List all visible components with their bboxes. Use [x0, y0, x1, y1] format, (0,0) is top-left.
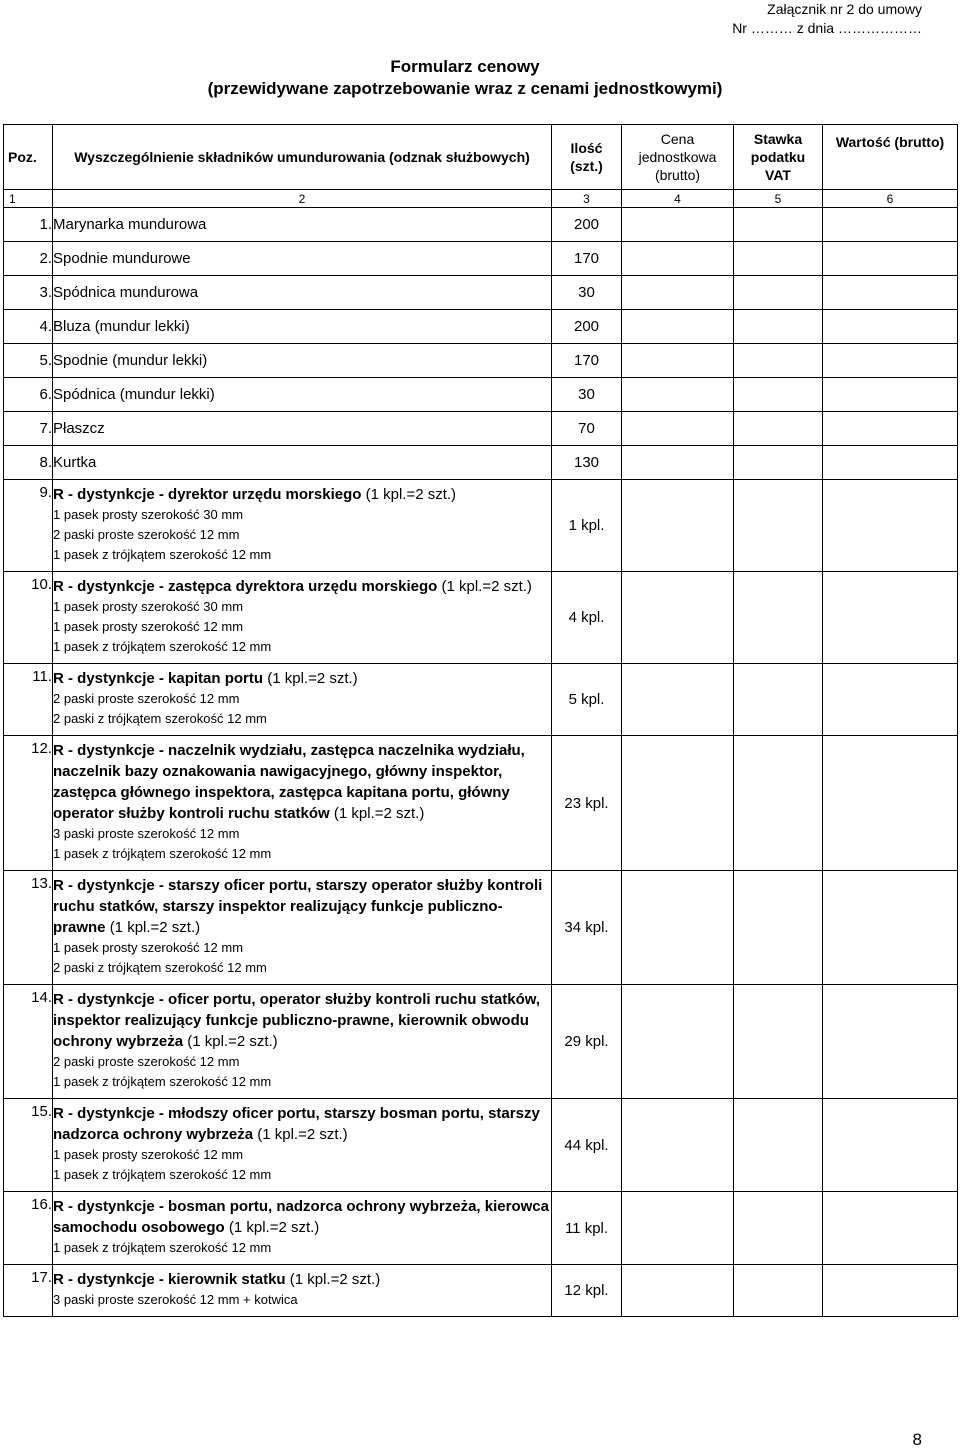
item-gross-value [823, 572, 958, 664]
col-header-vat-rate [734, 125, 823, 190]
col-header-vat-rate-l1: Stawka [753, 131, 803, 147]
item-component-line: 1 pasek prosty szerokość 30 mm [53, 507, 244, 522]
item-vat-rate [734, 378, 823, 412]
item-quantity: 4 kpl. [552, 572, 622, 664]
item-title-text: R - dystynkcje - kierownik statku [53, 1271, 286, 1288]
item-set-definition: (1 kpl.=2 szt.) [228, 1219, 320, 1236]
price-table [3, 124, 958, 1317]
col-header-unit-price-l2: jednostkowa [638, 149, 717, 165]
item-gross-value [823, 871, 958, 985]
item-component-line: 2 paski proste szerokość 12 mm [53, 1054, 240, 1069]
item-title [53, 740, 551, 824]
item-description [53, 480, 552, 572]
item-vat-rate [734, 412, 823, 446]
item-quantity: 200 [552, 310, 622, 344]
col-number: 4 [622, 190, 734, 208]
table-row [4, 1192, 958, 1265]
col-header-unit-price [622, 125, 734, 190]
item-gross-value [823, 985, 958, 1099]
item-unit-price [622, 446, 734, 480]
item-title-text: R - dystynkcje - starszy oficer portu, starszy operator służby kontroli ruchu statków, starszy inspektor realizujący funkcje publiczno-prawne [53, 877, 543, 936]
item-vat-rate [734, 1265, 823, 1317]
table-row [4, 1265, 958, 1317]
item-number: 7. [4, 412, 53, 446]
item-name: Kurtka [53, 446, 552, 480]
item-quantity: 34 kpl. [552, 871, 622, 985]
item-component-line: 1 pasek prosty szerokość 12 mm [53, 940, 244, 955]
item-number: 15. [4, 1099, 53, 1192]
item-quantity: 70 [552, 412, 622, 446]
item-unit-price [622, 1099, 734, 1192]
item-set-definition: (1 kpl.=2 szt.) [365, 486, 457, 503]
attachment-number: Załącznik nr 2 do umowy [767, 1, 922, 17]
item-name: Spodnie (mundur lekki) [53, 344, 552, 378]
item-unit-price [622, 242, 734, 276]
item-unit-price [622, 378, 734, 412]
table-row [4, 664, 958, 736]
item-quantity: 200 [552, 208, 622, 242]
item-component-line: 2 paski proste szerokość 12 mm [53, 527, 240, 542]
table-row [4, 378, 958, 412]
item-unit-price [622, 985, 734, 1099]
item-component-line: 2 paski proste szerokość 12 mm [53, 691, 240, 706]
item-description [53, 1265, 552, 1317]
item-unit-price [622, 276, 734, 310]
item-gross-value [823, 242, 958, 276]
item-quantity: 30 [552, 378, 622, 412]
item-vat-rate [734, 310, 823, 344]
table-row [4, 208, 958, 242]
item-title-text: R - dystynkcje - oficer portu, operator służby kontroli ruchu statków, inspektor realizujący funkcje publiczno-prawne, kierownik obwodu ochrony wybrzeża [53, 991, 541, 1050]
item-gross-value [823, 446, 958, 480]
item-component-line: 1 pasek z trójkątem szerokość 12 mm [53, 1074, 272, 1089]
item-unit-price [622, 664, 734, 736]
item-gross-value [823, 208, 958, 242]
table-row [4, 310, 958, 344]
col-header-unit-price-l3: (brutto) [654, 167, 701, 183]
item-quantity: 170 [552, 344, 622, 378]
item-title [53, 1269, 551, 1290]
item-unit-price [622, 1192, 734, 1265]
col-header-quantity-l2: (szt.) [570, 158, 603, 174]
item-gross-value [823, 412, 958, 446]
item-number: 12. [4, 736, 53, 871]
page-number: 8 [912, 1430, 922, 1449]
item-number: 6. [4, 378, 53, 412]
item-quantity: 12 kpl. [552, 1265, 622, 1317]
item-title-text: R - dystynkcje - kapitan portu [53, 670, 264, 687]
table-row [4, 736, 958, 871]
item-vat-rate [734, 985, 823, 1099]
item-title-text: R - dystynkcje - dyrektor urzędu morskiego [53, 486, 362, 503]
item-title [53, 989, 551, 1052]
item-number: 11. [4, 664, 53, 736]
item-number: 2. [4, 242, 53, 276]
item-component-line: 1 pasek z trójkątem szerokość 12 mm [53, 1167, 272, 1182]
item-number: 3. [4, 276, 53, 310]
item-quantity: 11 kpl. [552, 1192, 622, 1265]
item-number: 4. [4, 310, 53, 344]
item-name: Spódnica (mundur lekki) [53, 378, 552, 412]
item-gross-value [823, 310, 958, 344]
item-quantity: 30 [552, 276, 622, 310]
item-component-line: 1 pasek prosty szerokość 30 mm [53, 599, 244, 614]
item-name: Spodnie mundurowe [53, 242, 552, 276]
item-vat-rate [734, 871, 823, 985]
form-title-subtitle: (przewidywane zapotrzebowanie wraz z cenami jednostkowymi) [207, 79, 723, 98]
item-set-definition: (1 kpl.=2 szt.) [289, 1271, 381, 1288]
item-vat-rate [734, 1192, 823, 1265]
item-number: 13. [4, 871, 53, 985]
item-quantity: 23 kpl. [552, 736, 622, 871]
item-gross-value [823, 276, 958, 310]
item-number: 17. [4, 1265, 53, 1317]
item-number: 8. [4, 446, 53, 480]
item-component-line: 1 pasek z trójkątem szerokość 12 mm [53, 547, 272, 562]
col-header-vat-rate-l2: podatku [750, 149, 806, 165]
table-row [4, 446, 958, 480]
item-title [53, 484, 551, 505]
form-title [0, 56, 930, 100]
item-title [53, 576, 551, 597]
item-title-text: R - dystynkcje - naczelnik wydziału, zastępca naczelnika wydziału, naczelnik bazy oznakowania nawigacyjnego, główny inspektor, zastępca głównego inspektora, zastępca kapitana portu, główny operator służby kontroli ruchu statków [53, 742, 525, 822]
item-gross-value [823, 1099, 958, 1192]
col-header-vat-rate-l3: VAT [765, 167, 791, 183]
item-number: 14. [4, 985, 53, 1099]
item-gross-value [823, 480, 958, 572]
item-description [53, 736, 552, 871]
item-unit-price [622, 736, 734, 871]
item-vat-rate [734, 208, 823, 242]
item-quantity: 170 [552, 242, 622, 276]
item-vat-rate [734, 572, 823, 664]
item-unit-price [622, 480, 734, 572]
item-component-line: 3 paski proste szerokość 12 mm [53, 826, 240, 841]
item-set-definition: (1 kpl.=2 szt.) [109, 919, 201, 936]
item-unit-price [622, 572, 734, 664]
item-title [53, 1103, 551, 1145]
col-number: 6 [823, 190, 958, 208]
item-description [53, 1192, 552, 1265]
item-gross-value [823, 344, 958, 378]
table-row [4, 412, 958, 446]
item-name: Spódnica mundurowa [53, 276, 552, 310]
item-component-line: 2 paski z trójkątem szerokość 12 mm [53, 711, 267, 726]
item-component-line: 2 paski z trójkątem szerokość 12 mm [53, 960, 267, 975]
table-row [4, 344, 958, 378]
col-number: 2 [53, 190, 552, 208]
table-row [4, 871, 958, 985]
item-vat-rate [734, 480, 823, 572]
item-component-line: 1 pasek z trójkątem szerokość 12 mm [53, 846, 272, 861]
item-quantity: 5 kpl. [552, 664, 622, 736]
item-description [53, 1099, 552, 1192]
item-set-definition: (1 kpl.=2 szt.) [441, 578, 532, 595]
item-gross-value [823, 1265, 958, 1317]
item-set-definition: (1 kpl.=2 szt.) [267, 670, 358, 687]
item-gross-value [823, 664, 958, 736]
column-number-row [4, 190, 958, 208]
table-row [4, 572, 958, 664]
item-vat-rate [734, 242, 823, 276]
item-title [53, 1196, 551, 1238]
item-number: 1. [4, 208, 53, 242]
col-header-quantity [552, 125, 622, 190]
item-vat-rate [734, 446, 823, 480]
item-unit-price [622, 871, 734, 985]
item-title [53, 668, 551, 689]
col-number: 3 [552, 190, 622, 208]
item-vat-rate [734, 344, 823, 378]
item-quantity: 130 [552, 446, 622, 480]
col-header-unit-price-l1: Cena [660, 131, 695, 147]
item-name: Bluza (mundur lekki) [53, 310, 552, 344]
item-gross-value [823, 378, 958, 412]
item-description [53, 871, 552, 985]
col-number: 1 [4, 190, 53, 208]
table-row [4, 276, 958, 310]
item-number: 9. [4, 480, 53, 572]
item-vat-rate [734, 1099, 823, 1192]
item-set-definition: (1 kpl.=2 szt.) [333, 805, 425, 822]
item-title [53, 875, 551, 938]
item-number: 16. [4, 1192, 53, 1265]
item-unit-price [622, 1265, 734, 1317]
item-vat-rate [734, 664, 823, 736]
item-unit-price [622, 412, 734, 446]
item-component-line: 3 paski proste szerokość 12 mm + kotwica [53, 1292, 298, 1307]
item-component-line: 1 pasek z trójkątem szerokość 12 mm [53, 1240, 272, 1255]
item-title-text: R - dystynkcje - bosman portu, nadzorca ochrony wybrzeża, kierowca samochodu osobowego [53, 1198, 549, 1236]
item-component-line: 1 pasek prosty szerokość 12 mm [53, 619, 244, 634]
item-set-definition: (1 kpl.=2 szt.) [187, 1033, 278, 1050]
item-component-line: 1 pasek z trójkątem szerokość 12 mm [53, 639, 272, 654]
form-title-main: Formularz cenowy [390, 57, 540, 76]
item-unit-price [622, 344, 734, 378]
item-description [53, 985, 552, 1099]
item-number: 10. [4, 572, 53, 664]
item-unit-price [622, 208, 734, 242]
item-vat-rate [734, 276, 823, 310]
table-row [4, 1099, 958, 1192]
item-vat-rate [734, 736, 823, 871]
item-description [53, 572, 552, 664]
item-quantity: 1 kpl. [552, 480, 622, 572]
table-row [4, 985, 958, 1099]
item-number: 5. [4, 344, 53, 378]
item-quantity: 44 kpl. [552, 1099, 622, 1192]
item-title-text: R - dystynkcje - zastępca dyrektora urzędu morskiego [53, 578, 438, 595]
item-title-text: R - dystynkcje - młodszy oficer portu, starszy bosman portu, starszy nadzorca ochrony wybrzeża [53, 1105, 540, 1143]
item-name: Płaszcz [53, 412, 552, 446]
item-unit-price [622, 310, 734, 344]
attachment-reference [732, 0, 922, 38]
item-name: Marynarka mundurowa [53, 208, 552, 242]
item-gross-value [823, 1192, 958, 1265]
item-component-line: 1 pasek prosty szerokość 12 mm [53, 1147, 244, 1162]
item-set-definition: (1 kpl.=2 szt.) [257, 1126, 348, 1143]
item-description [53, 664, 552, 736]
table-row [4, 242, 958, 276]
header-row [4, 125, 958, 190]
item-gross-value [823, 736, 958, 871]
col-header-quantity-l1: Ilość [570, 140, 603, 156]
item-quantity: 29 kpl. [552, 985, 622, 1099]
table-row [4, 480, 958, 572]
col-header-description: Wyszczególnienie składników umundurowania (odznak służbowych) [53, 125, 552, 190]
agreement-number-date: Nr ……… z dnia ……………… [732, 20, 922, 36]
col-header-gross-value: Wartość (brutto) [823, 125, 958, 190]
col-header-pos: Poz. [4, 125, 53, 190]
col-number: 5 [734, 190, 823, 208]
